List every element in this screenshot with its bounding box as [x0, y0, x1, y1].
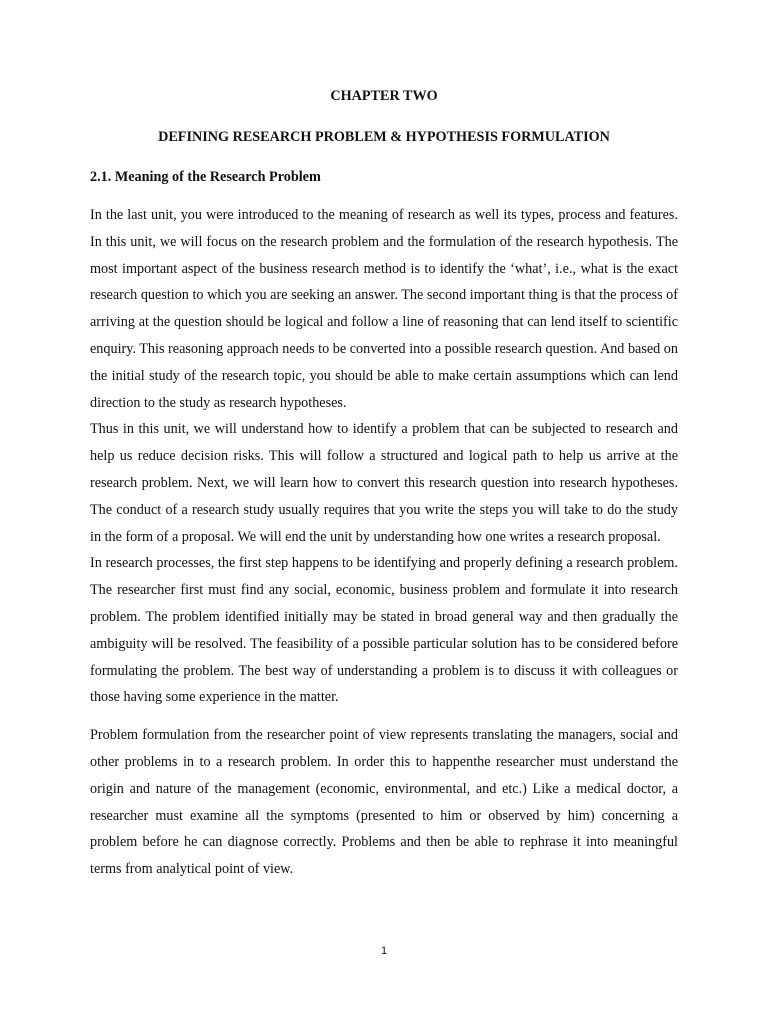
paragraph-intro: In the last unit, you were introduced to the meaning of research as well its types, process and features. In this unit, we will focus on the research problem and the formulation of the research hypothesis. The most important aspect of the business research method is to identify the ‘what’, i.e., what is the exact research question to which you are seeking an answer. The second important thing is that the process of arriving at the question should be logical and follow a line of reasoning that can lend itself to scientific enquiry. This reasoning approach needs to be converted into a possible research question. And based on the initial study of the research topic, you should be able to make certain assumptions which can lend direction to the study as research hypotheses. — [90, 207, 678, 411]
document-page — [90, 86, 678, 883]
chapter-title: CHAPTER TWO — [330, 88, 438, 104]
page-number: 1 — [380, 945, 388, 957]
paragraph-research-process: In research processes, the first step happens to be identifying and properly defining a research problem. The researcher first must find any social, economic, business problem and formulate it into research problem. The problem identified initially may be stated in broad general way and then gradually the ambiguity will be resolved. The feasibility of a possible particular solution has to be considered before formulating the problem. The best way of understanding a problem is to discuss it with colleagues or those having some experience in the matter. — [90, 555, 678, 706]
paragraph-unit-overview: Thus in this unit, we will understand how to identify a problem that can be subjected to research and help us reduce decision risks. This will follow a structured and logical path to help us arrive at the research problem. Next, we will learn how to convert this research question into research hypotheses. The conduct of a research study usually requires that you write the steps you will take to do the study in the form of a proposal. We will end the unit by understanding how one writes a research proposal. — [90, 421, 678, 545]
chapter-subtitle: DEFINING RESEARCH PROBLEM & HYPOTHESIS FORMULATION — [158, 129, 610, 145]
paragraph-problem-formulation: Problem formulation from the researcher point of view represents translating the managers, social and other problems in to a research problem. In order this to happenthe researcher must understand the origin and nature of the management (economic, environmental, and etc.) Like a medical doctor, a researcher must examine all the symptoms (presented to him or observed by him) concerning a problem before he can diagnose correctly. Problems and then be able to rephrase it into meaningful terms from analytical point of view. — [90, 727, 678, 878]
section-heading: 2.1. Meaning of the Research Problem — [90, 169, 321, 185]
